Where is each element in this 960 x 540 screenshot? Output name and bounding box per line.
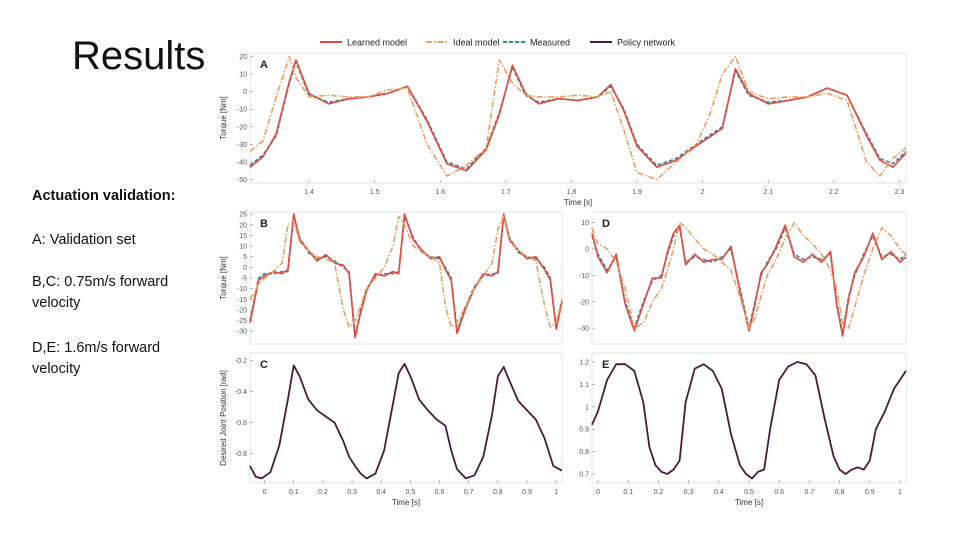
x-tick-label: 1.4 <box>304 189 314 196</box>
y-tick-label: 0 <box>243 89 247 97</box>
x-tick-label: 0.7 <box>463 489 474 496</box>
y-tick-label: -10 <box>236 286 247 294</box>
x-tick-label: 0.1 <box>623 489 634 496</box>
x-tick-label: 0.4 <box>376 489 387 496</box>
y-tick-label: 15 <box>239 232 247 240</box>
y-tick-label: 10 <box>239 243 247 251</box>
panel-frame <box>592 212 906 344</box>
panel-D <box>579 212 906 344</box>
x-tick-label: 0.4 <box>713 489 724 496</box>
y-tick-label: -20 <box>236 124 247 132</box>
x-tick-label: 0.6 <box>434 489 445 496</box>
x-tick-label: 0 <box>596 489 600 496</box>
y-tick-label: 10 <box>239 71 247 79</box>
legend-label-0: Learned model <box>347 37 408 48</box>
y-tick-label: 1.1 <box>579 381 589 389</box>
legend-label-1: Ideal model <box>453 37 500 48</box>
x-tick-label: 0.5 <box>744 489 754 496</box>
y-axis-label: Desired Joint Position [rad] <box>219 370 228 466</box>
panel-label: E <box>602 359 610 371</box>
y-tick-label: -0.2 <box>234 358 247 366</box>
panel-label: D <box>602 218 610 230</box>
chart-legend <box>320 38 676 48</box>
y-tick-label: 20 <box>239 54 247 62</box>
x-tick-label: 0 <box>262 489 267 496</box>
y-tick-label: -30 <box>236 328 247 336</box>
x-tick-label: 0.7 <box>804 489 815 496</box>
bullet-slow-velocity: B,C: 0.75m/s forward velocity <box>32 274 169 311</box>
bullet-fast-velocity: D,E: 1.6m/s forward velocity <box>32 340 161 377</box>
slide-title: Results <box>72 34 206 78</box>
legend-label-3: Policy network <box>617 37 676 48</box>
x-tick-label: 2 <box>700 189 705 196</box>
y-tick-label: -0.4 <box>234 389 247 397</box>
x-tick-label: 0.2 <box>318 489 328 496</box>
x-tick-label: 1.5 <box>369 189 380 196</box>
x-tick-label: 0.9 <box>864 489 875 496</box>
y-tick-label: -15 <box>236 296 247 304</box>
y-tick-label: -30 <box>236 141 247 149</box>
x-tick-label: 0.5 <box>405 489 416 496</box>
y-tick-label: 25 <box>239 211 247 219</box>
y-tick-label: 0 <box>585 246 589 254</box>
y-tick-label: 1.2 <box>579 359 589 367</box>
bullet-validation-set: A: Validation set <box>32 232 136 248</box>
x-tick-label: 2.1 <box>763 189 774 196</box>
x-tick-label: 1.6 <box>435 189 446 196</box>
x-tick-label: 0.1 <box>288 489 299 496</box>
y-tick-label: -20 <box>578 299 589 307</box>
y-tick-label: 0.8 <box>579 449 589 457</box>
panel-A <box>219 53 906 207</box>
panel-label: B <box>260 218 268 230</box>
y-axis-label: Torque [Nm] <box>219 256 228 300</box>
x-tick-label: 0.9 <box>522 489 532 496</box>
y-tick-label: -40 <box>236 159 247 167</box>
panel-B <box>219 212 562 344</box>
x-axis-label: Time [s] <box>563 198 593 207</box>
x-axis-label: Time [s] <box>734 498 764 507</box>
legend-label-2: Measured <box>530 37 571 48</box>
y-tick-label: -10 <box>236 106 247 114</box>
bullet-actuation-validation: Actuation validation: <box>32 188 176 204</box>
x-tick-label: 1.7 <box>500 189 511 196</box>
y-tick-label: 5 <box>243 254 247 262</box>
y-tick-label: -0.6 <box>234 420 247 428</box>
panel-label: C <box>260 359 268 371</box>
x-tick-label: 2.2 <box>828 189 839 196</box>
panel-E <box>579 353 906 507</box>
x-axis-label: Time [s] <box>391 498 421 507</box>
y-tick-label: 1 <box>585 404 589 412</box>
x-tick-label: 1.9 <box>632 189 642 196</box>
y-tick-label: 10 <box>581 220 589 228</box>
y-tick-label: -50 <box>236 176 247 184</box>
y-tick-label: -25 <box>236 318 247 326</box>
x-tick-label: 1.8 <box>566 189 577 196</box>
y-tick-label: 0.7 <box>579 471 589 479</box>
x-tick-label: 0.8 <box>834 489 845 496</box>
x-tick-label: 0.3 <box>347 489 357 496</box>
y-tick-label: 0.9 <box>579 426 589 434</box>
x-tick-label: 0.3 <box>683 489 694 496</box>
x-tick-label: 0.6 <box>774 489 785 496</box>
y-tick-label: 0 <box>243 264 247 272</box>
y-axis-label: Torque [Nm] <box>219 96 228 140</box>
x-tick-label: 2.3 <box>894 189 905 196</box>
y-tick-label: 20 <box>239 222 247 230</box>
y-tick-label: -5 <box>240 275 247 283</box>
x-tick-label: 0.2 <box>653 489 664 496</box>
y-tick-label: -20 <box>236 307 247 315</box>
panel-frame <box>250 53 906 183</box>
panel-label: A <box>260 59 268 71</box>
x-tick-label: 1 <box>554 489 559 496</box>
x-tick-label: 0.8 <box>492 489 503 496</box>
y-tick-label: -10 <box>578 272 589 280</box>
panel-frame <box>592 353 906 483</box>
x-tick-label: 1 <box>898 489 902 496</box>
y-tick-label: -30 <box>578 325 589 333</box>
panel-C <box>219 353 562 507</box>
y-tick-label: -0.8 <box>234 451 247 459</box>
